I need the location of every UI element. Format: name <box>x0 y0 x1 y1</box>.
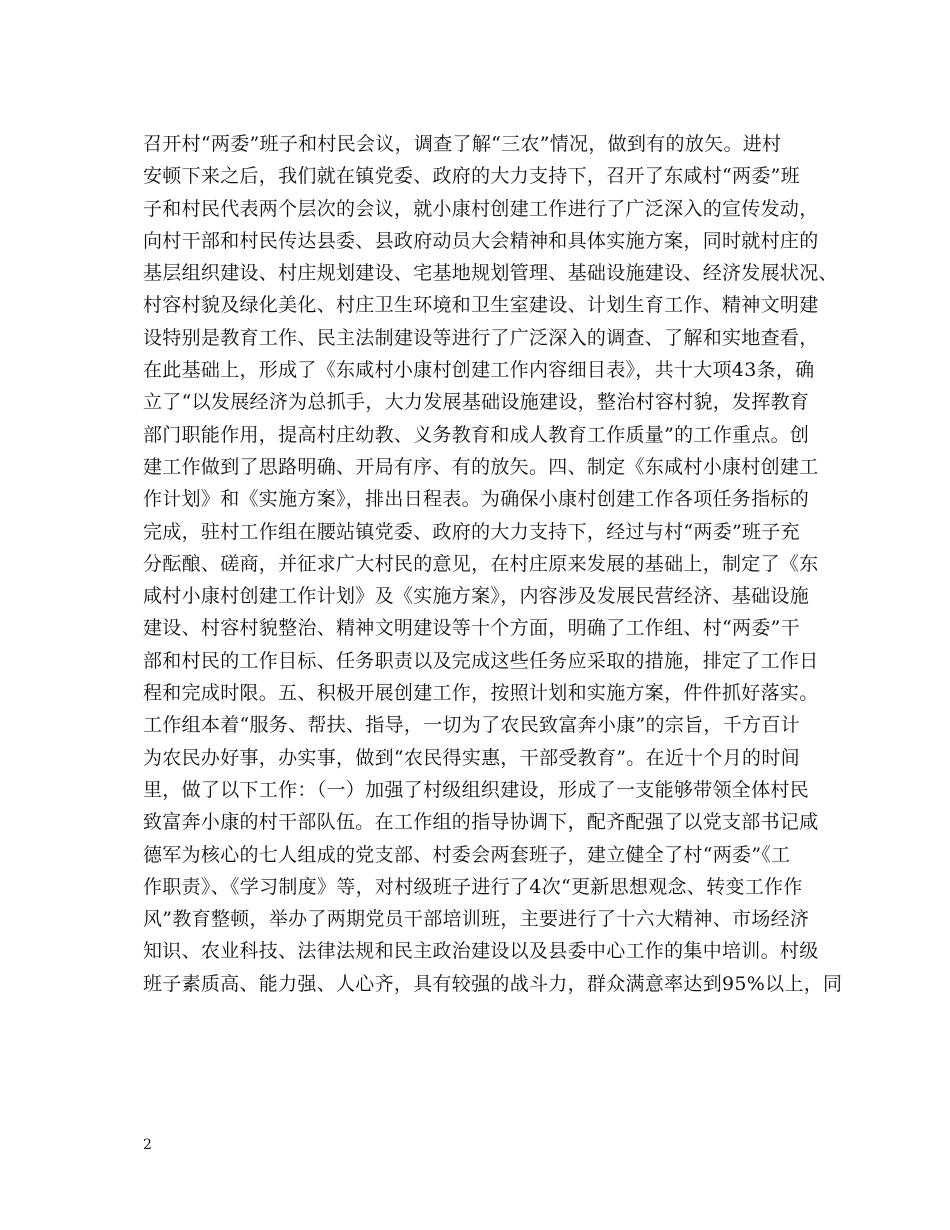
text-line: 完成，驻村工作组在腰站镇党委、政府的大力支持下，经过与村“两委”班子充 <box>143 520 800 543</box>
text-line: 子和村民代表两个层次的会议，就小康村创建工作进行了广泛深入的宣传发动， <box>143 197 819 220</box>
text-line: 咸村小康村创建工作计划》及《实施方案》，内容涉及发展民营经济、基础设施 <box>143 585 810 608</box>
text-line: 召开村“两委”班子和村民会议，调查了解“三农”情况，做到有的放矢。进村 <box>143 133 782 155</box>
text-line: 设特别是教育工作、民主法制建设等进行了广泛深入的调查、了解和实地查看， <box>143 326 819 349</box>
page-number: 2 <box>143 1137 152 1153</box>
text-line: 工作组本着“服务、帮扶、指导，一切为了农民致富奔小康”的宗旨，千方百计 <box>143 714 800 737</box>
text-line: 风”教育整顿，举办了两期党员干部培训班，主要进行了十六大精神、市场经济 <box>143 908 810 931</box>
text-line: 建设、村容村貌整治、精神文明建设等十个方面，明确了工作组、村“两委”干 <box>143 617 800 640</box>
text-line: 分酝酿、磋商，并征求广大村民的意见，在村庄原来发展的基础上，制定了《东 <box>143 552 819 575</box>
body-text <box>143 128 843 1000</box>
text-line: 知识、农业科技、法律法规和民主政治建设以及县委中心工作的集中培训。村级 <box>143 940 819 963</box>
text-line: 作计划》和《实施方案》，排出日程表。为确保小康村创建工作各项任务指标的 <box>143 488 810 511</box>
text-line: 部和村民的工作目标、任务职责以及完成这些任务应采取的措施，排定了工作日 <box>143 649 819 672</box>
text-line: 村容村貌及绿化美化、村庄卫生环境和卫生室建设、计划生育工作、精神文明建 <box>143 294 819 317</box>
text-line: 立了“以发展经济为总抓手，大力发展基础设施建设，整治村容村貌，发挥教育 <box>143 391 810 414</box>
text-line: 致富奔小康的村干部队伍。在工作组的指导协调下，配齐配强了以党支部书记咸 <box>143 811 819 834</box>
text-line: 在此基础上，形成了《东咸村小康村创建工作内容细目表》，共十大项43条，确 <box>143 359 815 382</box>
text-line: 为农民办好事，办实事，做到“农民得实惠，干部受教育”。在近十个月的时间 <box>143 746 800 769</box>
text-line: 基层组织建设、村庄规划建设、宅基地规划管理、基础设施建设、经济发展状况、 <box>143 262 838 285</box>
text-line: 里，做了以下工作：（一）加强了村级组织建设，形成了一支能够带领全体村民 <box>143 778 810 801</box>
text-line: 建工作做到了思路明确、开局有序、有的放矢。四、制定《东咸村小康村创建工 <box>143 455 819 478</box>
text-line: 德军为核心的七人组成的党支部、村委会两套班子，建立健全了村“两委”《工 <box>143 843 791 866</box>
text-line: 向村干部和村民传达县委、县政府动员大会精神和具体实施方案，同时就村庄的 <box>143 229 819 252</box>
text-line: 部门职能作用，提高村庄幼教、义务教育和成人教育工作质量”的工作重点。创 <box>143 423 810 446</box>
text-line: 安顿下来之后，我们就在镇党委、政府的大力支持下，召开了东咸村“两委”班 <box>143 165 800 188</box>
text-line: 作职责》、《学习制度》等，对村级班子进行了4次“更新思想观念、转变工作作 <box>143 875 803 898</box>
text-line: 程和完成时限。五、积极开展创建工作，按照计划和实施方案，件件抓好落实。 <box>143 682 819 705</box>
text-line: 班子素质高、能力强、人心齐，具有较强的战斗力，群众满意率达到95%以上，同 <box>143 972 843 995</box>
